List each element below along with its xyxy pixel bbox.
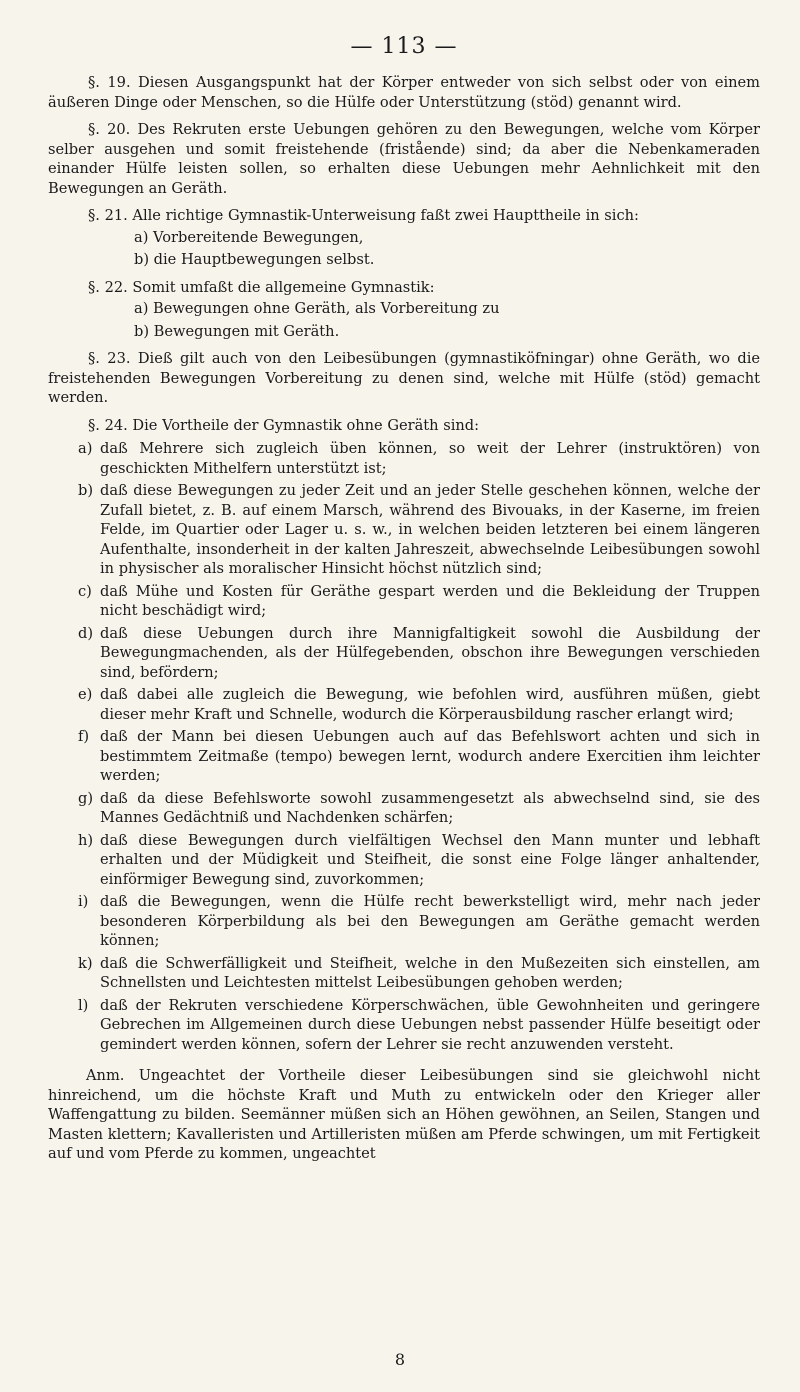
section-24: §. 24. Die Vortheile der Gymnastik ohne Geräth sind: <box>88 416 480 434</box>
annotation: Anm. Ungeachtet der Vortheile dieser Leibesübungen sind sie gleichwohl nicht hinreichend, um die höchste Kraft und Muth zu entwickeln oder den Krieger aller Waffengattung zu bilden. Seemänner müßen sich an Höhen gewöhnen, an Seilen, Stangen und Masten klettern; Kavalleristen und Artilleristen müßen am Pferde schwingen, um mit Fertigkeit auf und vom Pferde zu kommen, ungeachtet <box>48 1067 760 1162</box>
section-23: §. 23. Dieß gilt auch von den Leibesübungen (gymnastiköfningar) ohne Geräth, wo die freistehenden Bewegungen Vorbereitung zu denen sind, welche mit Hülfe (stöd) gemacht werden. <box>48 350 760 406</box>
item-label: l) <box>78 996 89 1014</box>
list-item <box>78 789 760 828</box>
list-item <box>78 727 760 786</box>
section-20: §. 20. Des Rekruten erste Uebungen gehören zu den Bewegungen, welche vom Körper selber ausgehen und somit freistehende (fristående) sind; da aber die Nebenkameraden einander Hülfe leisten sollen, so erhalten diese Uebungen mehr Aehnlichkeit mit den Bewegungen an Geräth. <box>48 121 760 197</box>
section-22-item-a: a) Bewegungen ohne Geräth, als Vorbereitung zu <box>134 300 500 317</box>
list-item <box>78 831 760 890</box>
advantages-list <box>48 439 760 1054</box>
list-item <box>78 439 760 478</box>
item-label: b) <box>78 482 94 499</box>
item-text: daß diese Uebungen durch ihre Mannigfaltigkeit sowohl die Ausbildung der Bewegungmachenden, als der Hülfegebenden, obschon ihre Bewegungen verschieden sind, befördern; <box>100 624 760 681</box>
section-21-item-a: a) Vorbereitende Bewegungen, <box>134 228 364 246</box>
list-item <box>78 481 760 579</box>
list-item <box>78 996 760 1055</box>
item-text: daß die Bewegungen, wenn die Hülfe recht bewerkstelligt wird, mehr nach jeder besonderen Körperbildung als bei den Bewegungen am Geräthe gemacht werden können; <box>100 893 760 949</box>
item-text: daß dabei alle zugleich die Bewegung, wie befohlen wird, ausführen müßen, giebt dieser mehr Kraft und Schnelle, wodurch die Körperausbildung rascher erlangt wird; <box>100 686 760 723</box>
section-21-item-b: b) die Hauptbewegungen selbst. <box>134 251 375 268</box>
item-label: h) <box>78 831 94 849</box>
list-item <box>78 954 760 993</box>
list-item <box>78 892 760 951</box>
item-label: g) <box>78 789 94 807</box>
item-text: daß Mehrere sich zugleich üben können, so weit der Lehrer (instruktören) von geschickten Mithelfern unterstützt ist; <box>100 440 760 477</box>
section-22: §. 22. Somit umfaßt die allgemeine Gymnastik: <box>88 278 435 296</box>
item-text: daß die Schwerfälligkeit und Steifheit, welche in den Mußezeiten sich einstellen, am Schnellsten und Leichtesten mittelst Leibesübungen gehoben werden; <box>100 954 760 991</box>
item-label: k) <box>78 954 93 972</box>
section-22-item-b: b) Bewegungen mit Geräth. <box>134 322 340 340</box>
page-number: — 113 — <box>350 34 458 59</box>
section-19: §. 19. Diesen Ausgangspunkt hat der Körper entweder von sich selbst oder von einem äußeren Dinge oder Menschen, so die Hülfe oder Unterstützung (stöd) genannt wird. <box>48 74 760 111</box>
list-item <box>78 582 760 621</box>
list-item <box>78 624 760 683</box>
item-text: daß da diese Befehlsworte sowohl zusammengesetzt als abwechselnd sind, sie des Mannes Gedächtniß und Nachdenken schärfen; <box>100 789 760 826</box>
list-item <box>78 685 760 724</box>
item-text: daß Mühe und Kosten für Geräthe gespart werden und die Bekleidung der Truppen nicht beschädigt wird; <box>100 582 760 619</box>
signature-mark: 8 <box>394 1350 406 1369</box>
item-text: daß der Rekruten verschiedene Körperschwächen, üble Gewohnheiten und geringere Gebrechen im Allgemeinen durch diese Uebungen nebst passender Hülfe beseitigt oder gemindert werden können, sofern der Lehrer sie recht anzuwenden versteht. <box>100 996 760 1053</box>
item-text: daß diese Bewegungen durch vielfältigen Wechsel den Mann munter und lebhaft erhalten und der Müdigkeit und Steifheit, die sonst eine Folge länger anhaltender, einförmiger Bewegung sind, zuvorkommen; <box>100 831 760 888</box>
item-label: d) <box>78 624 94 642</box>
item-label: f) <box>78 728 90 745</box>
item-label: c) <box>78 582 92 600</box>
section-21: §. 21. Alle richtige Gymnastik-Unterweisung faßt zwei Haupttheile in sich: <box>88 207 639 224</box>
item-label: i) <box>78 893 89 910</box>
item-text: daß diese Bewegungen zu jeder Zeit und an jeder Stelle geschehen können, welche der Zufall bietet, z. B. auf einem Marsch, während des Bivouaks, in der Kaserne, im freien Felde, im Quartier oder Lager u. s. w., in welchen beiden letzteren bei einem längeren Aufenthalte, insonderheit in der kalten Jahreszeit, abwechselnde Leibesübungen sowohl in physischer als moralischer Hinsicht höchst nützlich sind; <box>100 482 760 577</box>
item-text: daß der Mann bei diesen Uebungen auch auf das Befehlswort achten und sich in bestimmtem Zeitmaße (tempo) bewegen lernt, wodurch andere Exercitien ihm leichter werden; <box>100 728 760 784</box>
item-label: a) <box>78 440 93 457</box>
item-label: e) <box>78 686 93 703</box>
